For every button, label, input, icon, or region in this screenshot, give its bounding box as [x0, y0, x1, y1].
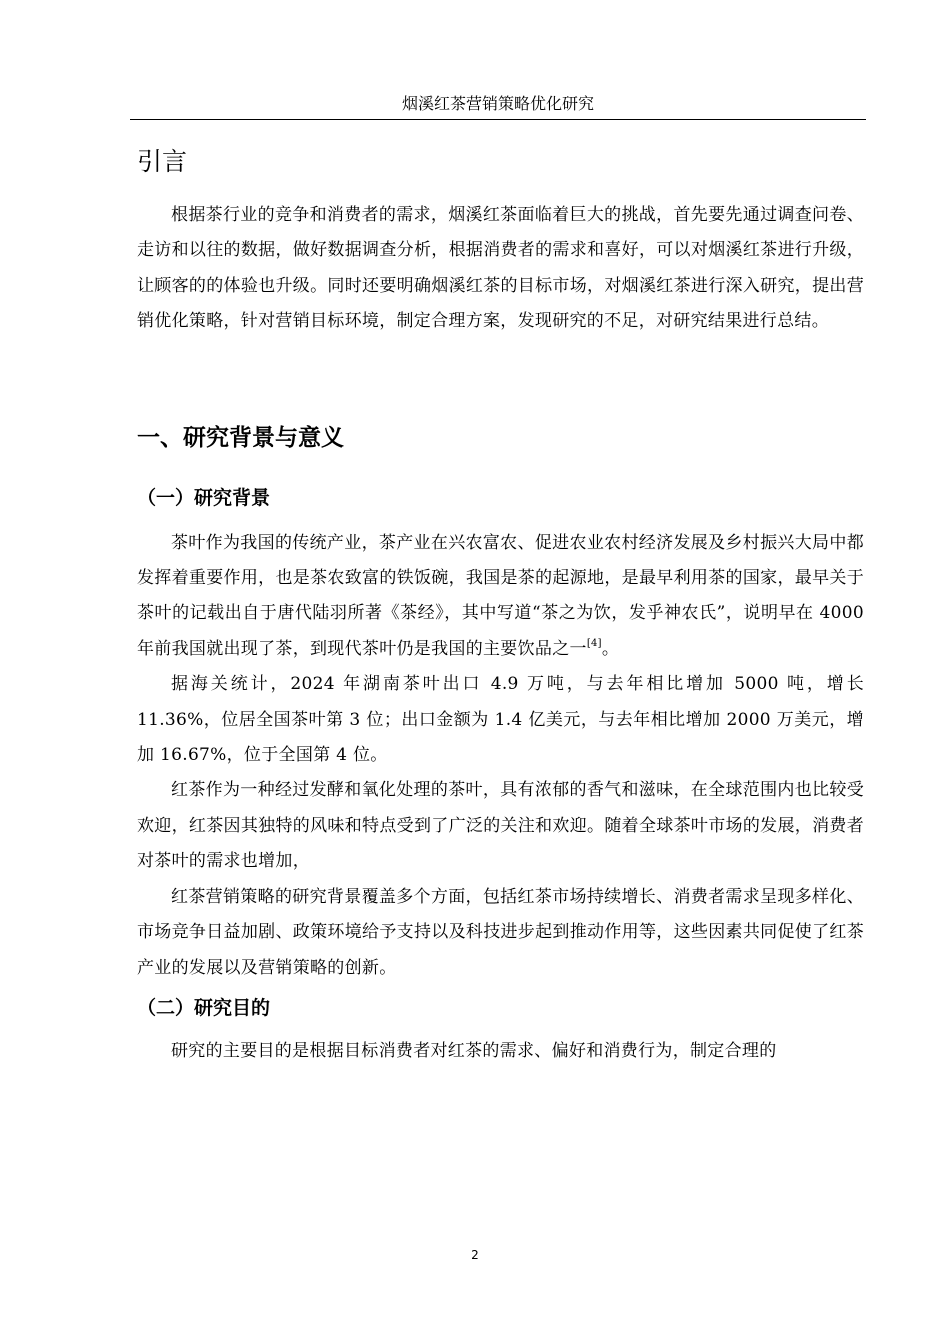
page-number: 2: [471, 1248, 479, 1262]
purpose-paragraph-1: 研究的主要目的是根据目标消费者对红茶的需求、偏好和消费行为，制定合理的: [171, 1040, 777, 1061]
intro-title: 引言: [137, 147, 188, 176]
background-paragraph-3: 红茶作为一种经过发酵和氧化处理的茶叶，具有浓郁的香气和滋味，在全球范围内也比较受欢迎，红茶因其独特的风味和特点受到了广泛的关注和欢迎。随着全球茶叶市场的发展，消费者对茶叶的需求也增加，: [137, 780, 864, 872]
background-paragraph-2: 据海关统计，2024 年湖南茶叶出口 4.9 万吨，与去年相比增加 5000 吨，增长 11.36%，位居全国茶叶第 3 位；出口金额为 1.4 亿美元，与去年相比增加 2000 万美元，增加 16.67%，位于全国第 4 位。: [137, 674, 864, 766]
intro-paragraph: 根据茶行业的竞争和消费者的需求，烟溪红茶面临着巨大的挑战，首先要先通过调查问卷、走访和以往的数据，做好数据调查分析，根据消费者的需求和喜好，可以对烟溪红茶进行升级，让顾客的的体验也升级。同时还要明确烟溪红茶的目标市场，对烟溪红茶进行深入研究，提出营销优化策略，针对营销目标环境，制定合理方案，发现研究的不足，对研究结果进行总结。: [137, 205, 864, 332]
section-title-background-significance: 一、研究背景与意义: [137, 424, 344, 451]
intro-block: [137, 198, 864, 340]
page-content: [137, 140, 864, 1069]
background-paragraph-1: [137, 526, 864, 668]
running-header: 烟溪红茶营销策略优化研究: [401, 94, 594, 113]
citation-4: [4]: [586, 637, 602, 649]
background-paragraph-1-text: 茶叶作为我国的传统产业，茶产业在兴农富农、促进农业农村经济发展及乡村振兴大局中都发挥着重要作用，也是茶农致富的铁饭碗，我国是茶的起源地，是最早利用茶的国家，最早关于茶叶的记载出自于唐代陆羽所著《茶经》，其中写道“茶之为饮，发乎神农氏”，说明早在 4000 年前我国就出现了茶，到现代茶叶仍是我国的主要饮品之一: [137, 532, 864, 659]
background-paragraph-4: 红茶营销策略的研究背景覆盖多个方面，包括红茶市场持续增长、消费者需求呈现多样化、市场竞争日益加剧、政策环境给予支持以及科技进步起到推动作用等，这些因素共同促使了红茶产业的发展以及营销策略的创新。: [137, 886, 864, 978]
subsection-title-background: （一）研究背景: [137, 486, 271, 509]
background-paragraph-1-end: 。: [601, 638, 620, 659]
header-rule: [130, 119, 866, 120]
subsection-title-purpose: （二）研究目的: [137, 996, 271, 1019]
